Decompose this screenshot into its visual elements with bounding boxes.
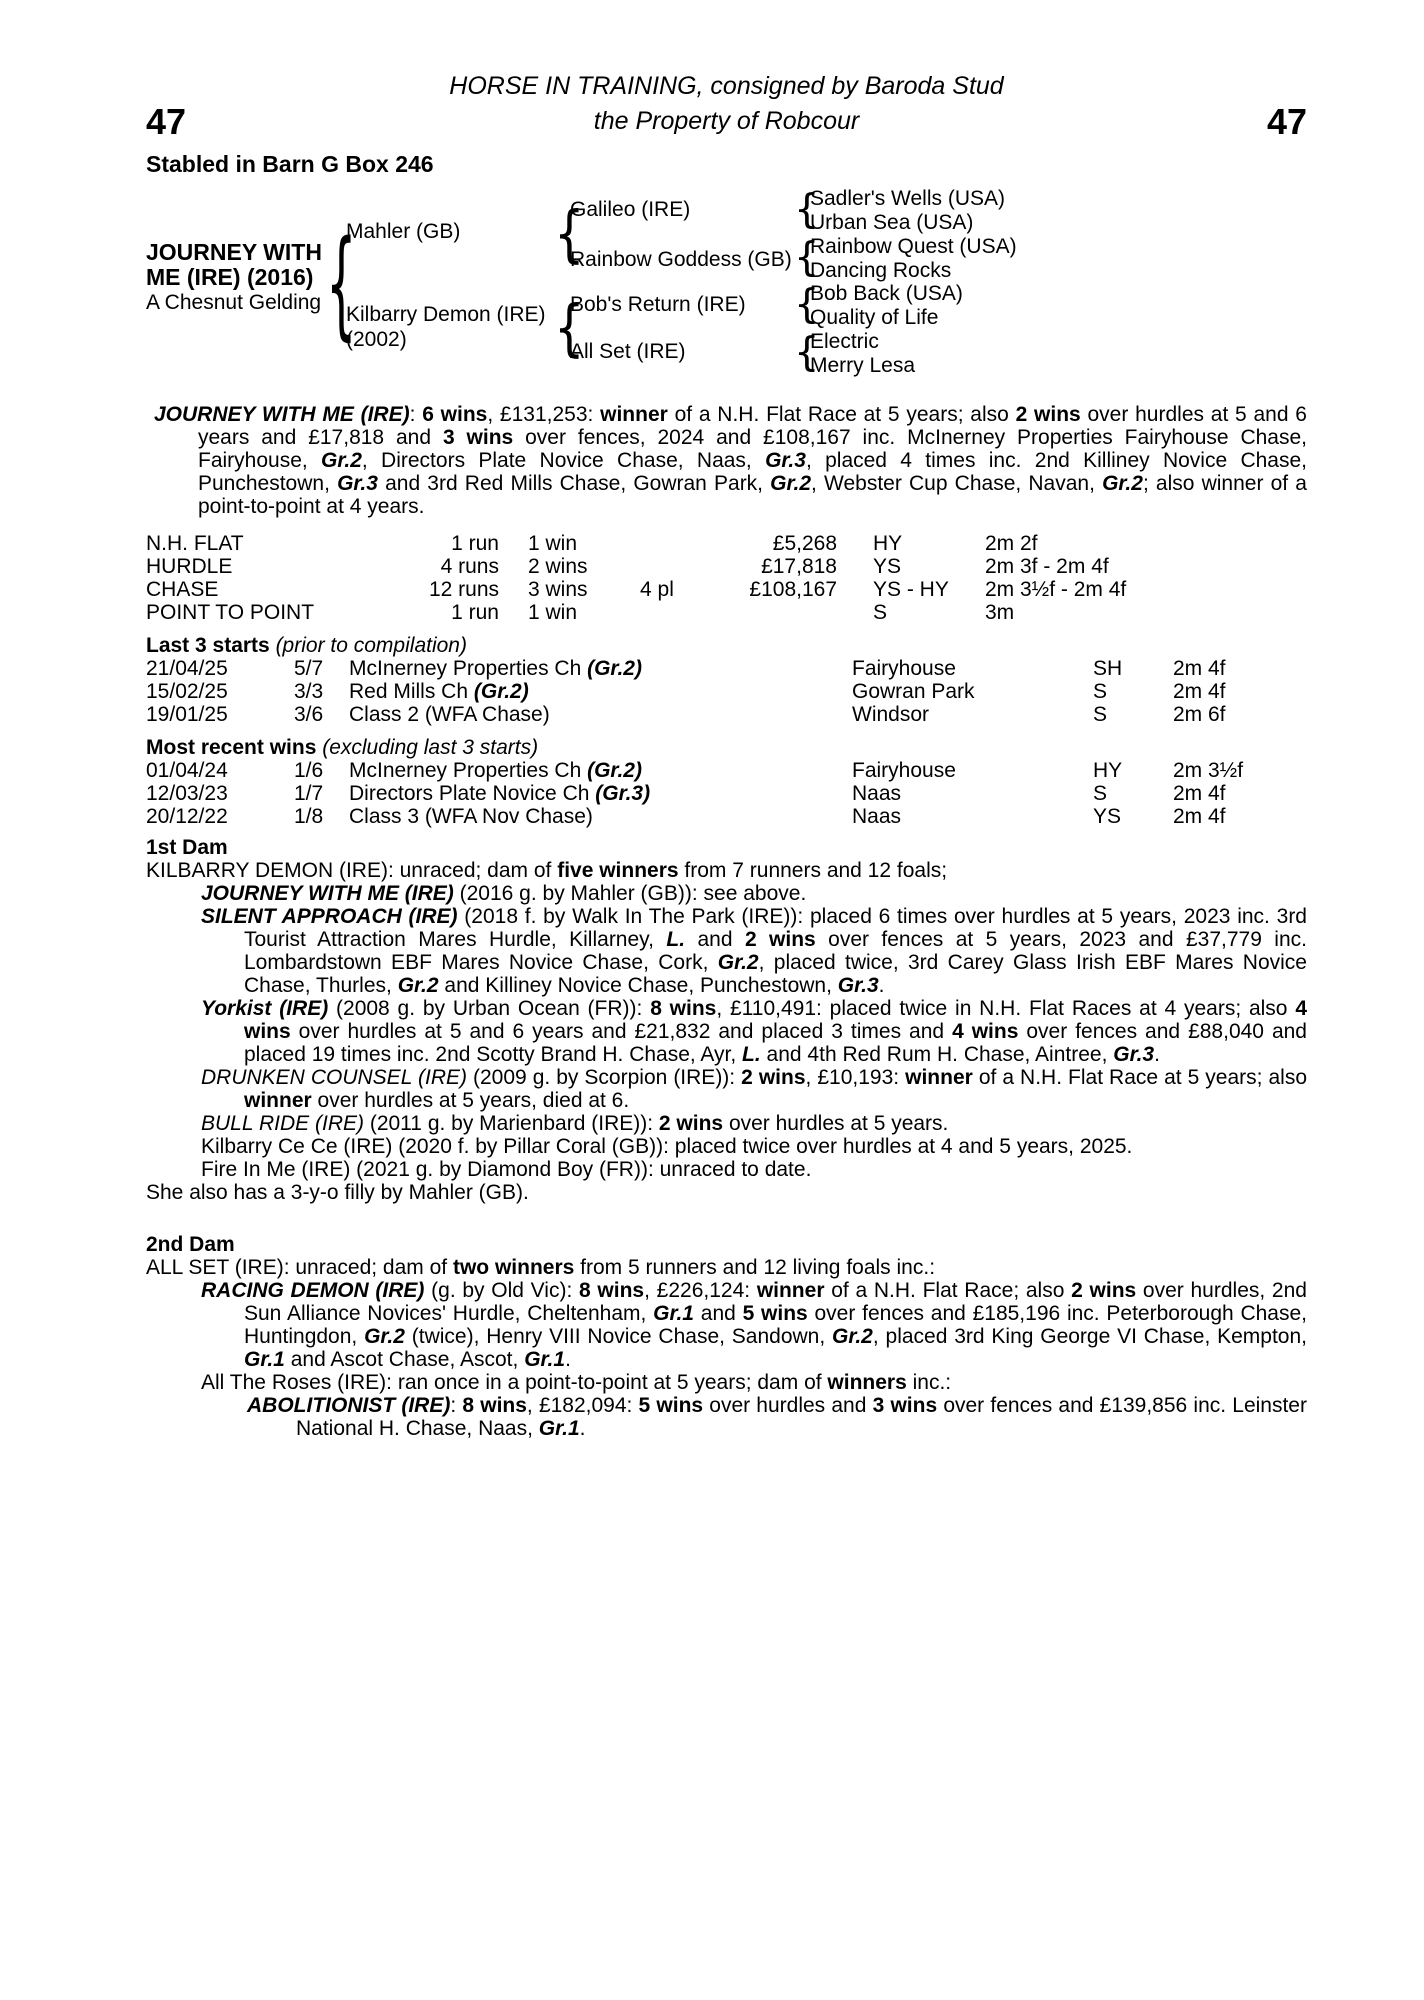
last-3-starts-table [146, 657, 1307, 726]
distance-cell: 3m [985, 601, 1015, 624]
distance-cell: 2m 4f [1173, 805, 1226, 828]
course-cell: Naas [852, 782, 902, 805]
position-cell: 1/6 [294, 759, 324, 782]
second-dam-heading: 2nd Dam [146, 1233, 235, 1256]
table-row [146, 703, 1307, 726]
wins-cell: 2 wins [528, 555, 588, 578]
race-cell: McInerney Properties Ch (Gr.2) [349, 759, 642, 782]
progeny-entry: RACING DEMON (IRE) (g. by Old Vic): 8 wins, £226,124: winner of a N.H. Flat Race; also 2 wins over hurdles, 2nd Sun Alliance Novices' Hurdle, Cheltenham, Gr.1 and 5 wins over fences and £185,196 inc. Peterborough Chase, Huntingdon, Gr.2 (twice), Henry VIII Novice Chase, Sandown, Gr.2, placed 3rd King George VI Chase, Kempton, Gr.1 and Ascot Chase, Ascot, Gr.1. [201, 1279, 1308, 1371]
position-cell: 3/3 [294, 680, 324, 703]
heading-subtitle: (excluding last 3 starts) [316, 736, 539, 759]
date-cell: 15/02/25 [146, 680, 228, 703]
gg-name: Merry Lesa [810, 354, 916, 377]
gg-name: Urban Sea (USA) [810, 211, 974, 234]
course-cell: Fairyhouse [852, 759, 956, 782]
going-cell: HY [873, 532, 903, 555]
distance-cell: 2m 4f [1173, 680, 1226, 703]
going-cell: SH [1093, 657, 1123, 680]
distance-cell: 2m 2f [985, 532, 1038, 555]
lot-number-right: 47 [1266, 101, 1307, 142]
pedigree-brace-sire [554, 220, 585, 249]
money-cell: £17,818 [761, 555, 837, 578]
race-cell: Class 2 (WFA Chase) [349, 703, 550, 726]
gg-name: Sadler's Wells (USA) [810, 187, 1005, 210]
wins-cell: 3 wins [528, 578, 588, 601]
last-3-starts-heading [146, 634, 1307, 657]
sire-name: Mahler (GB) [346, 220, 461, 243]
gg-name: Bob Back (USA) [810, 282, 963, 305]
table-row [146, 601, 1307, 624]
subject-name-line2: ME (IRE) (2016) [146, 264, 314, 290]
going-cell: S [1093, 680, 1108, 703]
dam-sire-name: Bob's Return (IRE) [570, 293, 746, 316]
race-cell: Red Mills Ch (Gr.2) [349, 680, 529, 703]
date-cell: 01/04/24 [146, 759, 228, 782]
date-cell: 19/01/25 [146, 703, 228, 726]
discipline-cell: HURDLE [146, 555, 233, 578]
table-row [146, 578, 1307, 601]
places-cell [640, 532, 723, 555]
race-record-paragraph: JOURNEY WITH ME (IRE): 6 wins, £131,253: winner of a N.H. Flat Race at 5 years; also 2 wins over hurdles at 5 and 6 years and £17,818 and 3 wins over fences, 2024 and £108,167 inc. McInerney Properties Fairyhouse Chase, Fairyhouse, Gr.2, Directors Plate Novice Chase, Naas, Gr.3, placed 4 times inc. 2nd Killiney Novice Chase, Punchestown, Gr.3 and 3rd Red Mills Chase, Gowran Park, Gr.2, Webster Cup Chase, Navan, Gr.2; also winner of a point-to-point at 4 years. [154, 403, 1307, 518]
position-cell: 1/7 [294, 782, 324, 805]
second-dam-intro: ALL SET (IRE): unraced; dam of two winners from 5 runners and 12 living foals inc.: [146, 1256, 936, 1279]
first-dam-intro: KILBARRY DEMON (IRE): unraced; dam of five winners from 7 runners and 12 foals; [146, 859, 948, 882]
places-cell [640, 555, 723, 578]
heading-title: Most recent wins [146, 736, 317, 759]
distance-cell: 2m 3f - 2m 4f [985, 555, 1109, 578]
date-cell: 20/12/22 [146, 805, 228, 828]
going-cell: S [1093, 703, 1108, 726]
table-row [146, 657, 1307, 680]
position-cell: 3/6 [294, 703, 324, 726]
runs-cell: 12 runs [428, 578, 499, 601]
lot-number-left: 47 [146, 101, 187, 142]
dam-year: (2002) [346, 328, 407, 351]
position-cell: 1/8 [294, 805, 324, 828]
date-cell: 21/04/25 [146, 657, 228, 680]
stabling-info: Stabled in Barn G Box 246 [146, 151, 434, 177]
page-content [0, 72, 1424, 1440]
sire-sire-name: Galileo (IRE) [570, 198, 691, 221]
first-dam-footnote: She also has a 3-y-o filly by Mahler (GB). [146, 1181, 529, 1204]
going-cell: HY [1093, 759, 1123, 782]
going-cell: YS [873, 555, 902, 578]
consignor-header: HORSE IN TRAINING, consigned by Baroda Stud [449, 72, 1004, 100]
distance-cell: 2m 4f [1173, 657, 1226, 680]
recent-wins-table [146, 759, 1307, 828]
runs-cell: 1 run [451, 532, 499, 555]
going-cell: S [873, 601, 888, 624]
course-cell: Naas [852, 805, 902, 828]
wins-cell: 1 win [528, 601, 578, 624]
table-row [146, 532, 1307, 555]
race-cell: Class 3 (WFA Nov Chase) [349, 805, 593, 828]
subject-name-line1: JOURNEY WITH [146, 239, 322, 265]
owner-header: the Property of Robcour [593, 107, 860, 135]
progeny-entry: All The Roses (IRE): ran once in a point-to-point at 5 years; dam of winners inc.: [201, 1371, 952, 1394]
discipline-cell: CHASE [146, 578, 219, 601]
heading-subtitle: (prior to compilation) [269, 634, 467, 657]
subject-description: A Chesnut Gelding [146, 291, 322, 314]
going-cell: S [1093, 782, 1108, 805]
runs-cell: 4 runs [440, 555, 499, 578]
progeny-entry: BULL RIDE (IRE) (2011 g. by Marienbard (IRE)): 2 wins over hurdles at 5 years. [201, 1112, 949, 1135]
money-cell: £5,268 [772, 532, 837, 555]
heading-title: Last 3 starts [146, 634, 270, 657]
gg-name: Rainbow Quest (USA) [810, 235, 1017, 258]
race-summary-table [146, 532, 1307, 624]
pedigree-table [146, 185, 1307, 383]
going-cell: YS - HY [873, 578, 949, 601]
money-cell [723, 601, 837, 624]
position-cell: 5/7 [294, 657, 324, 680]
dam-dam-name: All Set (IRE) [570, 340, 686, 363]
places-cell: 4 pl [640, 578, 674, 601]
recent-wins-heading [146, 736, 1307, 759]
going-cell: YS [1093, 805, 1122, 828]
progeny-entry: Fire In Me (IRE) (2021 g. by Diamond Boy (FR)): unraced to date. [201, 1158, 812, 1181]
places-cell [640, 601, 723, 624]
table-row [146, 680, 1307, 703]
progeny-entry: SILENT APPROACH (IRE) (2018 f. by Walk In The Park (IRE)): placed 6 times over hurdles at 5 years, 2023 inc. 3rd Tourist Attraction Mares Hurdle, Killarney, L. and 2 wins over fences at 5 years, 2023 and £37,779 inc. Lombardstown EBF Mares Novice Chase, Cork, Gr.2, placed twice, 3rd Carey Glass Irish EBF Mares Novice Chase, Thurles, Gr.2 and Killiney Novice Chase, Punchestown, Gr.3. [201, 905, 1307, 997]
distance-cell: 2m 6f [1173, 703, 1226, 726]
gg-name: Dancing Rocks [810, 259, 952, 282]
dam-name: Kilbarry Demon (IRE) [346, 303, 546, 326]
wins-cell: 1 win [528, 532, 578, 555]
sire-dam-name: Rainbow Goddess (GB) [570, 248, 792, 271]
race-cell: McInerney Properties Ch (Gr.2) [349, 657, 642, 680]
date-cell: 12/03/23 [146, 782, 228, 805]
runs-cell: 1 run [451, 601, 499, 624]
lot-row [146, 102, 1307, 146]
progeny-entry: DRUNKEN COUNSEL (IRE) (2009 g. by Scorpion (IRE)): 2 wins, £10,193: winner of a N.H. Flat Race at 5 years; also winner over hurdles at 5 years, died at 6. [201, 1066, 1307, 1112]
distance-cell: 2m 3½f [1173, 759, 1244, 782]
first-dam-heading: 1st Dam [146, 836, 228, 859]
course-cell: Windsor [852, 703, 930, 726]
money-cell: £108,167 [749, 578, 837, 601]
progeny-entry: Yorkist (IRE) (2008 g. by Urban Ocean (FR)): 8 wins, £110,491: placed twice in N.H. Flat Races at 4 years; also 4 wins over hurdles at 5 and 6 years and £21,832 and placed 3 times and 4 wins over fences and £88,040 and placed 19 times inc. 2nd Scotty Brand H. Chase, Ayr, L. and 4th Red Rum H. Chase, Aintree, Gr.3. [201, 997, 1307, 1066]
table-row [146, 782, 1307, 805]
distance-cell: 2m 3½f - 2m 4f [985, 578, 1127, 601]
course-cell: Fairyhouse [852, 657, 956, 680]
progeny-entry: ABOLITIONIST (IRE): 8 wins, £182,094: 5 wins over hurdles and 3 wins over fences and £139,856 inc. Leinster National H. Chase, Naas, Gr.1. [247, 1394, 1307, 1440]
progeny-entry: Kilbarry Ce Ce (IRE) (2020 f. by Pillar Coral (GB)): placed twice over hurdles at 4 and 5 years, 2025. [201, 1135, 1133, 1158]
gg-name: Quality of Life [810, 306, 939, 329]
table-row [146, 759, 1307, 782]
progeny-entry: JOURNEY WITH ME (IRE) (2016 g. by Mahler (GB)): see above. [201, 882, 807, 905]
distance-cell: 2m 4f [1173, 782, 1226, 805]
course-cell: Gowran Park [852, 680, 975, 703]
discipline-cell: N.H. FLAT [146, 532, 244, 555]
discipline-cell: POINT TO POINT [146, 601, 315, 624]
gg-name: Electric [810, 330, 879, 353]
race-cell: Directors Plate Novice Ch (Gr.3) [349, 782, 651, 805]
table-row [146, 805, 1307, 828]
table-row [146, 555, 1307, 578]
